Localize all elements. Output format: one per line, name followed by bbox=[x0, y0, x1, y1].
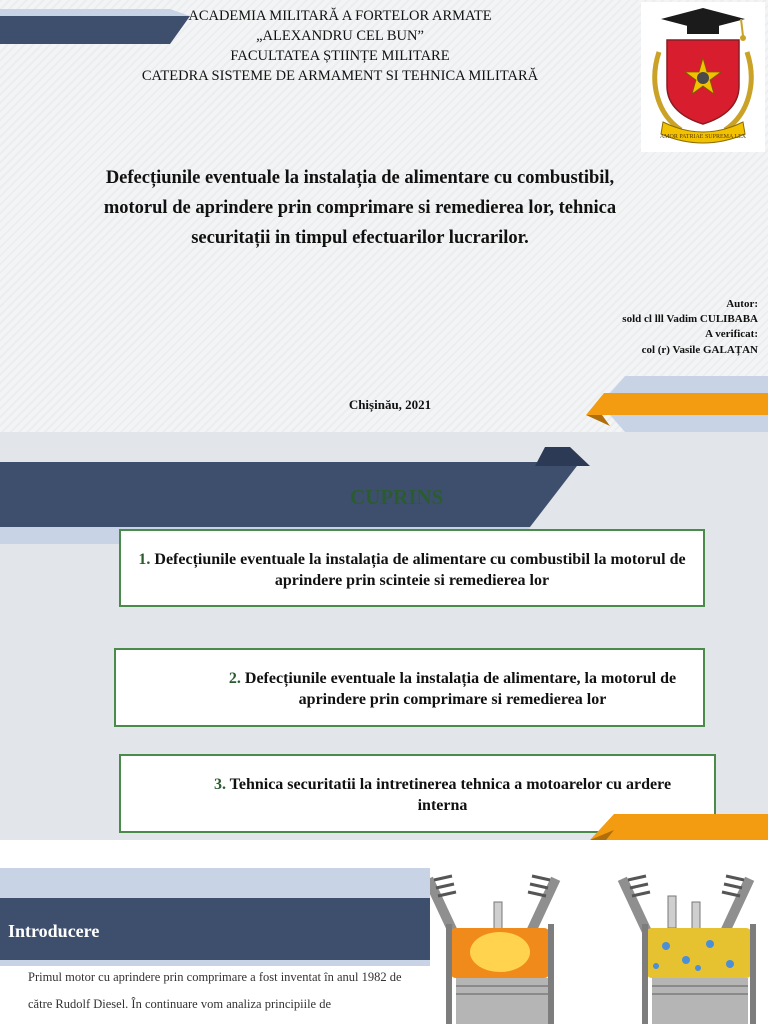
header-faculty: FACULTATEA ȘTIINȚE MILITARE bbox=[230, 48, 450, 64]
verifier-label: A verificat: bbox=[705, 328, 758, 340]
compression-ignition-cylinder-image bbox=[618, 876, 756, 1024]
intro-body: Primul motor cu aprindere prin comprimare a fost inventat în anul 1982 de către Rudolf Diesel. În continuare vom analiza principiile de bbox=[28, 970, 402, 1011]
engine-cylinders-illustration bbox=[430, 866, 768, 1024]
intro-banner bbox=[0, 840, 430, 980]
contents-item-text: Defecțiunile eventuale la instalația de alimentare, la motorul de aprindere prin comprimare si remedierea lor bbox=[244, 670, 677, 708]
presentation-title: Defecțiunile eventuale la instalația de alimentare cu combustibil, motorul de aprindere prin comprimare si remedierea lor, tehnica securitații in timpul efectuarilor lucrarilor. bbox=[103, 168, 617, 248]
author-label: Autor: bbox=[726, 298, 758, 310]
contents-item-text: Tehnica securitatii la intretinerea tehnica a motoarelor cu ardere interna bbox=[229, 776, 672, 814]
contents-item-1 bbox=[119, 529, 705, 607]
contents-item-number: 3. bbox=[213, 776, 226, 793]
contents-item-text: Defecțiunile eventuale la instalația de alimentare cu combustibil la motorul de aprindere prin scinteie si remedierea lor bbox=[154, 551, 686, 589]
contents-slide bbox=[0, 432, 768, 840]
author-name: sold cl lll Vadim CULIBABA bbox=[622, 313, 758, 325]
academy-emblem bbox=[641, 2, 765, 152]
spark-ignition-cylinder-image bbox=[430, 876, 560, 1024]
intro-slide bbox=[0, 840, 768, 1024]
emblem-motto: AMOR PATRIAE SUPREMA LEX bbox=[659, 134, 747, 140]
bottom-right-banner bbox=[580, 374, 768, 432]
city-year: Chișinău, 2021 bbox=[348, 397, 432, 412]
contents-banner bbox=[0, 432, 600, 544]
title-slide bbox=[0, 0, 768, 432]
header-academy: ACADEMIA MILITARĂ A FORTELOR ARMATE bbox=[188, 8, 492, 24]
contents-item-2 bbox=[114, 648, 705, 727]
contents-item-number: 1. bbox=[138, 551, 151, 568]
header-academy-name: „ALEXANDRU CEL BUN” bbox=[256, 28, 424, 44]
verifier-name: col (r) Vasile GALAȚAN bbox=[641, 344, 758, 356]
intro-heading: Introducere bbox=[8, 921, 100, 941]
contents-bottom-banner bbox=[580, 812, 768, 840]
contents-heading: CUPRINS bbox=[350, 485, 444, 509]
contents-item-number: 2. bbox=[228, 670, 241, 687]
header-department: CATEDRA SISTEME DE ARMAMENT SI TEHNICA MILITARĂ bbox=[141, 68, 539, 84]
